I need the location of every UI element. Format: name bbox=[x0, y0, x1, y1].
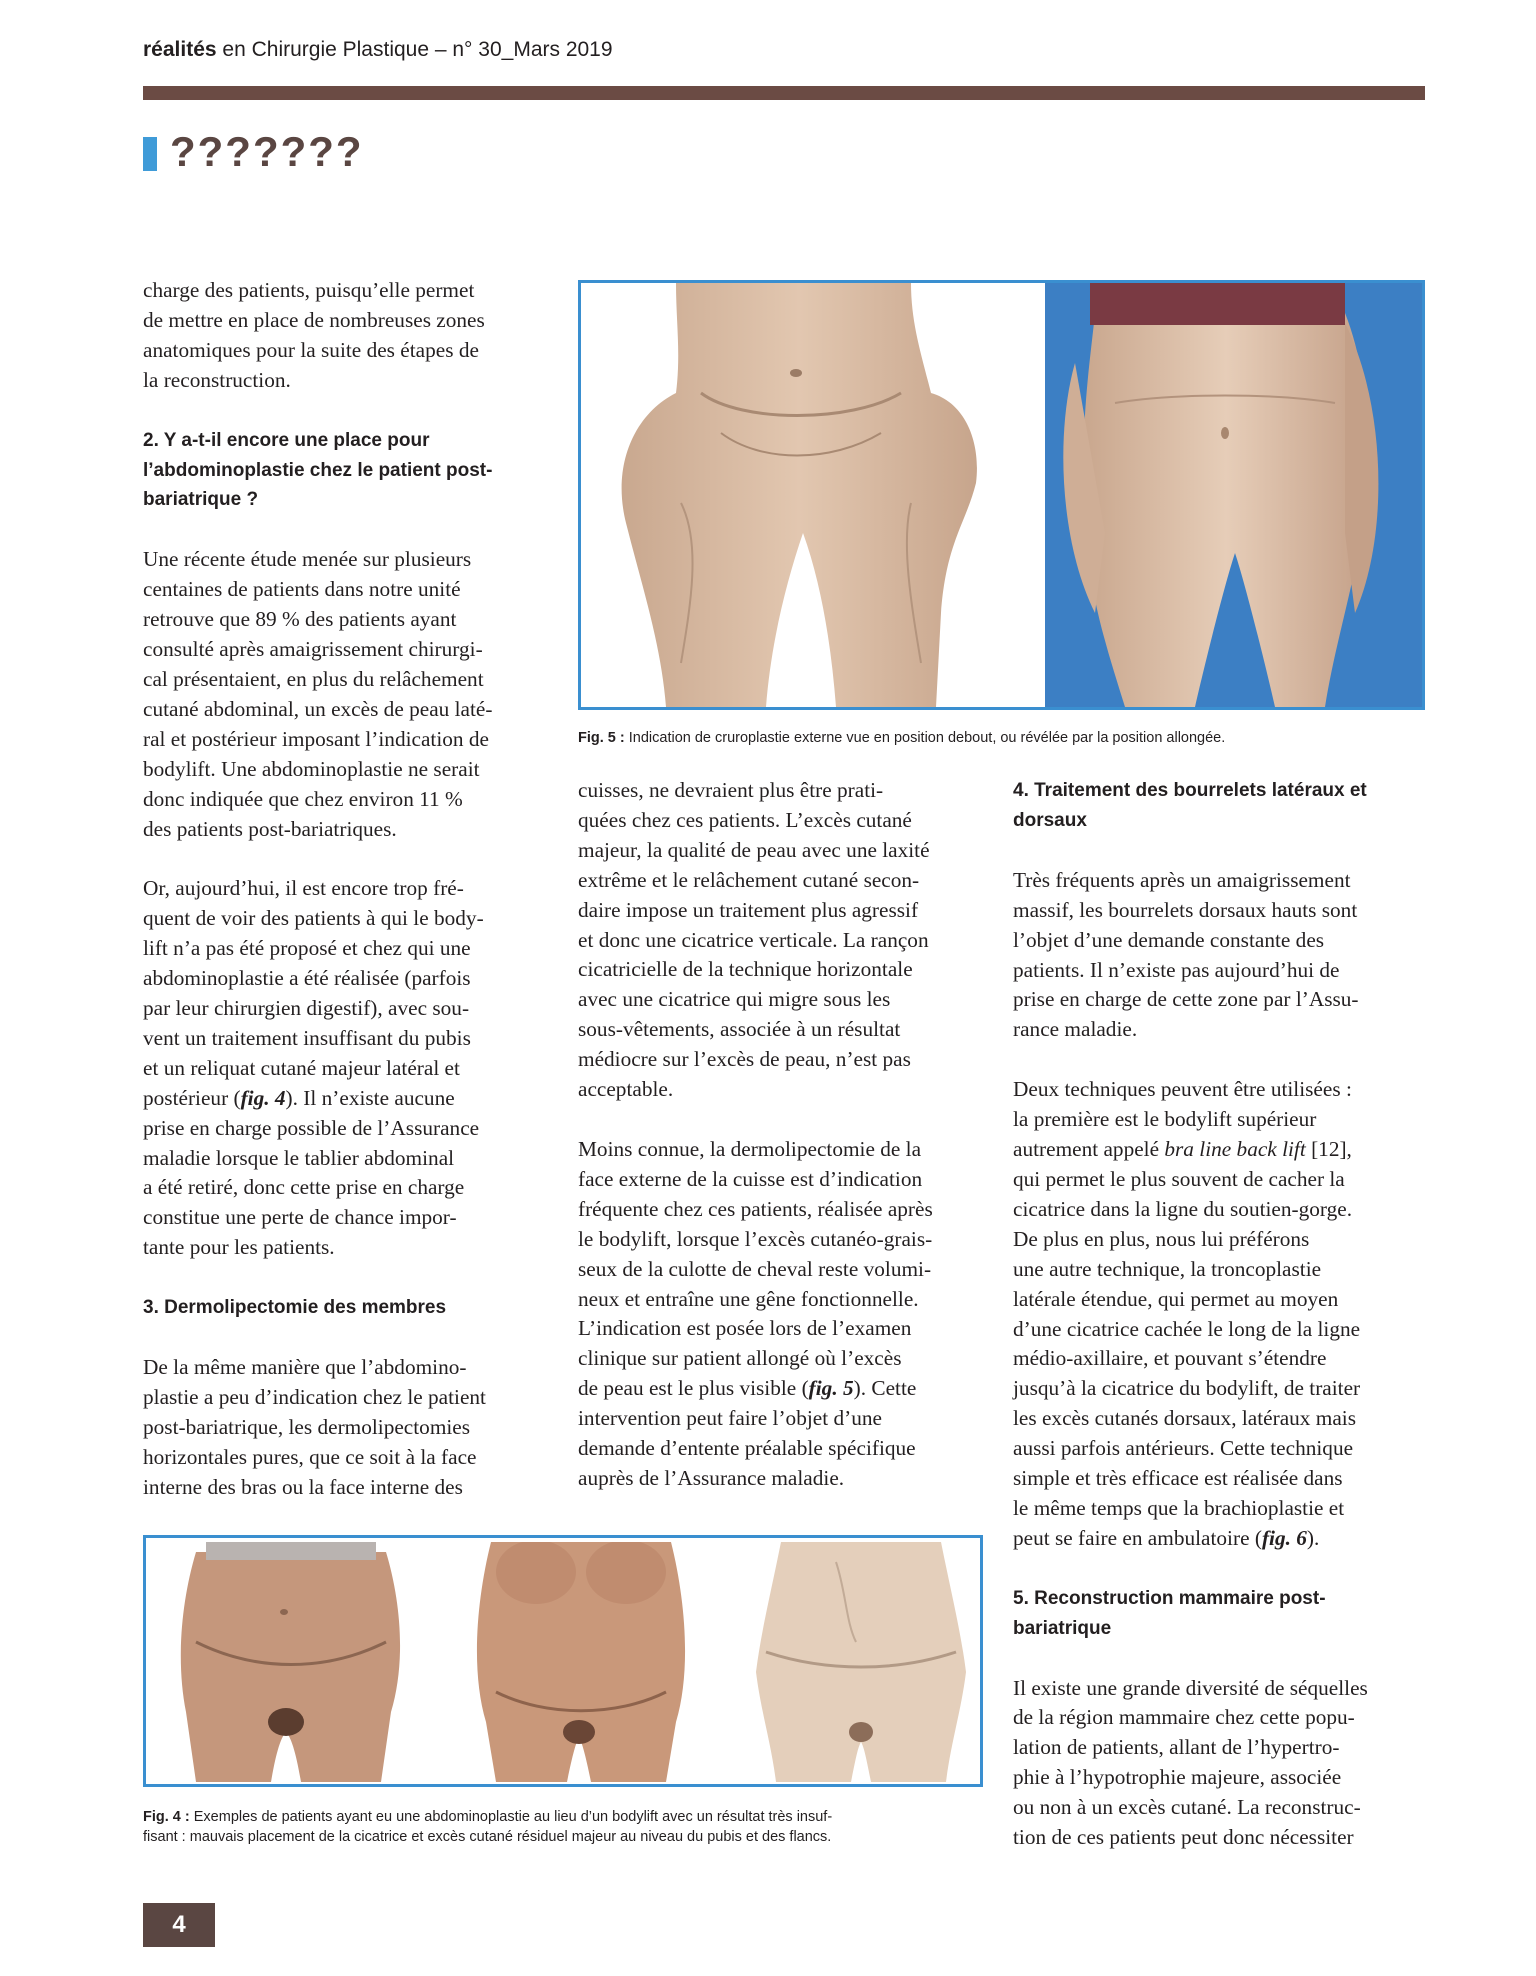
column-3 bbox=[1013, 776, 1425, 1853]
header-rule bbox=[143, 86, 1425, 100]
section-title: ??????? bbox=[170, 128, 364, 175]
paragraph: cuisses, ne devraient plus être prati- quées chez ces patients. L’excès cutané majeur, la qualité de peau avec une laxité extrême et le relâchement cutané secon- daire impose un traitement plus agressif et donc une cicatrice verticale. La rançon cicatricielle de la technique horizontale avec une cicatrice qui migre sous les sous-vêtements, associée à un résultat médiocre sur l’excès de peau, n’est pas acceptable. bbox=[578, 778, 930, 1102]
technique-name: bra line back lift bbox=[1164, 1137, 1306, 1162]
figure-reference: fig. 5 bbox=[808, 1376, 854, 1401]
paragraph: De la même manière que l’abdomino- plastie a peu d’indication chez le patient post-bariatrique, les dermolipectomies horizontales pures, que ce soit à la face interne des bras ou la face interne des bbox=[143, 1355, 486, 1499]
subheading-5: 5. Reconstruction mammaire post- bariatrique bbox=[1013, 1587, 1326, 1639]
paragraph: Or, aujourd’hui, il est encore trop fré- quent de voir des patients à qui le body- lift n’a pas été proposé et chez qui une abdominoplastie a été réalisée (parfois par leur chirurgien digestif), avec sou- vent un traitement insuffisant du pubis et un reliquat cutané majeur latéral et postérieur (fig. 4). Il n’existe aucune prise en charge possible de l’Assurance maladie lorsque le tablier abdominal a été retiré, donc cette prise en charge constitue une perte de chance impor- tante pour les patients. bbox=[143, 876, 484, 1260]
running-header bbox=[143, 38, 613, 62]
column-1 bbox=[143, 276, 546, 1503]
figure-5-caption: Fig. 5 : Indication de cruroplastie externe vue en position debout, ou révélée par la position allongée. bbox=[578, 730, 1226, 746]
journal-name: réalités bbox=[143, 38, 217, 61]
figure-reference: fig. 6 bbox=[1261, 1525, 1307, 1550]
figure-4-frame bbox=[143, 1535, 983, 1787]
figure-4-photo-3 bbox=[746, 1542, 976, 1782]
figure-5-frame bbox=[578, 280, 1425, 710]
subheading-2: 2. Y a-t-il encore une place pour l’abdominoplastie chez le patient post- bariatrique ? bbox=[143, 429, 493, 511]
figure-reference: fig. 4 bbox=[240, 1085, 286, 1110]
paragraph: Deux techniques peuvent être utilisées : la première est le bodylift supérieur autrement appelé bra line back lift [12], qui permet le plus souvent de cacher la cicatrice dans la ligne du soutien-gorge. De plus en plus, nous lui préférons une autre technique, la troncoplastie latérale étendue, qui permet au moyen d’une cicatrice cachée le long de la ligne médio-axillaire, et pouvant s’étendre jusqu’à la cicatrice du bodylift, de traiter les excès cutanés dorsaux, latéraux mais aussi parfois antérieurs. Cette technique simple et très efficace est réalisée dans le même temps que la brachioplastie et peut se faire en ambulatoire (fig. 6). bbox=[1013, 1077, 1361, 1550]
figure-4-photo-1 bbox=[166, 1542, 416, 1782]
section-marker bbox=[143, 137, 157, 171]
paragraph: Moins connue, la dermolipectomie de la face externe de la cuisse est d’indication fréquente chez ces patients, réalisée après le bodylift, lorsque l’excès cutanéo-grais- seux de la culotte de cheval reste volumi- neux et entraîne une gêne fonctionnelle. L’indication est posée lors de l’examen clinique sur patient allongé où l’excès de peau est le plus visible (fig. 5). Cette intervention peut faire l’objet d’une demande d’entente préalable spécifique auprès de l’Assurance maladie. bbox=[578, 1136, 933, 1490]
figure-5-photo-lying bbox=[1045, 283, 1422, 707]
column-2 bbox=[578, 776, 981, 1494]
figure-5-photo-standing bbox=[581, 283, 1042, 707]
page-number: 4 bbox=[143, 1903, 215, 1947]
paragraph: charge des patients, puisqu’elle permet de mettre en place de nombreuses zones anatomiques pour la suite des étapes de la reconstruction. bbox=[143, 278, 485, 392]
subheading-4: 4. Traitement des bourrelets latéraux et dorsaux bbox=[1013, 780, 1367, 831]
paragraph: Une récente étude menée sur plusieurs centaines de patients dans notre unité retrouve que 89 % des patients ayant consulté après amaigrissement chirurgi- cal présentaient, en plus du relâchement cutané abdominal, un excès de peau laté- ral et postérieur imposant l’indication de bodylift. Une abdominoplastie ne serait donc indiquée que chez environ 11 % des patients post-bariatriques. bbox=[143, 547, 493, 841]
paragraph: Il existe une grande diversité de séquelles de la région mammaire chez cette popu- lation de patients, allant de l’hypertro- phie à l’hypotrophie majeure, associée ou non à un excès cutané. La reconstruc- tion de ces patients peut donc nécessiter bbox=[1013, 1675, 1368, 1850]
figure-4-photo-2 bbox=[466, 1542, 696, 1782]
subheading-3: 3. Dermolipectomie des membres bbox=[143, 1297, 447, 1319]
journal-issue: en Chirurgie Plastique – n° 30_Mars 2019 bbox=[222, 38, 613, 61]
paragraph: Très fréquents après un amaigrissement massif, les bourrelets dorsaux hauts sont l’objet d’une demande constante des patients. Il n’existe pas aujourd’hui de prise en charge de cette zone par l’Assu- rance maladie. bbox=[1013, 867, 1359, 1042]
figure-4-caption: Fig. 4 : Exemples de patients ayant eu une abdominoplastie au lieu d’un bodylift avec un résultat très insuf- fisant : mauvais placement de la cicatrice et excès cutané résiduel majeur au niveau du pubis et des flancs. bbox=[143, 1809, 833, 1845]
